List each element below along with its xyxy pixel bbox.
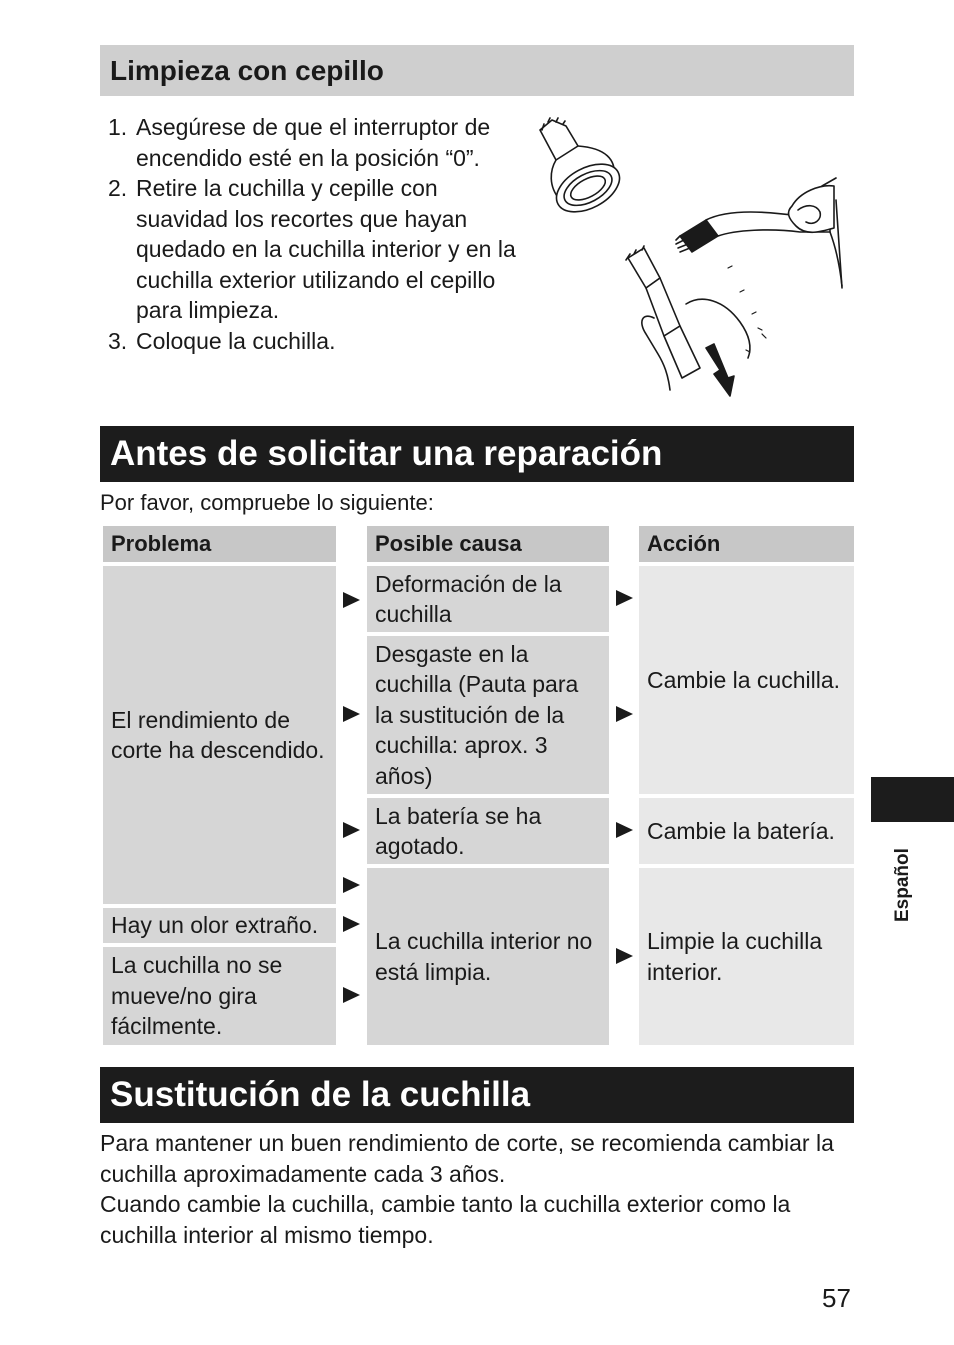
table-cell-action — [639, 566, 854, 794]
table-cell-cause — [367, 566, 609, 632]
list-item — [108, 326, 528, 357]
step-number: 2. — [108, 175, 128, 201]
table-cell-cause — [367, 636, 609, 794]
language-label: Español — [892, 848, 913, 922]
page-number: 57 — [822, 1283, 851, 1313]
arrow-right-icon — [616, 706, 633, 722]
cleaning-steps-list — [108, 112, 528, 356]
clippings-marks — [728, 266, 766, 352]
action-text: Limpie la cuchilla interior. — [647, 928, 823, 985]
table-cell-action — [639, 868, 854, 1045]
problem-text: La cuchilla no se mueve/no gira fácilmente. — [111, 952, 283, 1040]
arrow-right-icon — [343, 877, 360, 893]
action-text: Cambie la cuchilla. — [647, 666, 841, 693]
repair-intro: Por favor, compruebe lo siguiente: — [100, 490, 434, 515]
replacement-text — [100, 1128, 860, 1250]
section-header-cleaning — [100, 45, 854, 96]
replacement-paragraph: Para mantener un buen rendimiento de corte, se recomienda cambiar la cuchilla aproximadamente cada 3 años. — [100, 1130, 834, 1187]
column-header-action: Acción — [639, 526, 854, 562]
table-cell-cause — [367, 798, 609, 864]
step-number: 3. — [108, 327, 128, 354]
section-header-repair — [100, 426, 854, 482]
section-title: Sustitución de la cuchilla — [110, 1075, 531, 1114]
cause-text: La cuchilla interior no está limpia. — [375, 928, 593, 985]
arrow-right-icon — [343, 822, 360, 838]
step-text: Coloque la cuchilla. — [136, 327, 336, 354]
column-header-problem: Problema — [103, 526, 336, 562]
table-cell-problem — [103, 947, 336, 1045]
cause-text: La batería se ha agotado. — [375, 802, 542, 859]
step-text: Asegúrese de que el interruptor de encendido esté en la posición “0”. — [136, 114, 491, 171]
arrow-right-icon — [616, 590, 633, 606]
arrow-right-icon — [343, 916, 360, 932]
step-text: Retire la cuchilla y cepille con suavidad los recortes que hayan quedado en la cuchilla interior y en la cuchilla exterior utilizando el cepillo para limpieza. — [136, 175, 516, 323]
table-cell-action — [639, 798, 854, 864]
arrow-right-icon — [343, 592, 360, 608]
table-cell-problem — [103, 908, 336, 943]
trimmer-image — [626, 246, 750, 396]
problem-text: El rendimiento de corte ha descendido. — [111, 706, 325, 763]
step-number: 1. — [108, 114, 128, 140]
arrow-right-icon — [343, 706, 360, 722]
list-item — [108, 173, 528, 326]
cleaning-brush-image — [676, 178, 842, 288]
table-cell-cause — [367, 868, 609, 1045]
column-header-cause: Posible causa — [367, 526, 609, 562]
arrow-right-icon — [616, 822, 633, 838]
replacement-paragraph: Cuando cambie la cuchilla, cambie tanto la cuchilla exterior como la cuchilla interior al mismo tiempo. — [100, 1191, 791, 1248]
list-item — [108, 112, 528, 173]
section-header-replacement — [100, 1067, 854, 1123]
cause-text: Desgaste en la cuchilla (Pauta para la sustitución de la cuchilla: aprox. 3 años) — [375, 640, 579, 789]
language-tab-marker — [871, 777, 954, 822]
cause-text: Deformación de la cuchilla — [375, 570, 562, 627]
problem-text: Hay un olor extraño. — [111, 912, 319, 939]
section-title: Antes de solicitar una reparación — [110, 434, 663, 473]
section-title: Limpieza con cepillo — [110, 55, 384, 86]
cleaning-illustration — [530, 108, 850, 400]
table-cell-problem — [103, 566, 336, 904]
arrow-right-icon — [343, 987, 360, 1003]
arrow-right-icon — [616, 948, 633, 964]
action-text: Cambie la batería. — [647, 817, 835, 844]
blade-cap-image — [540, 118, 627, 222]
